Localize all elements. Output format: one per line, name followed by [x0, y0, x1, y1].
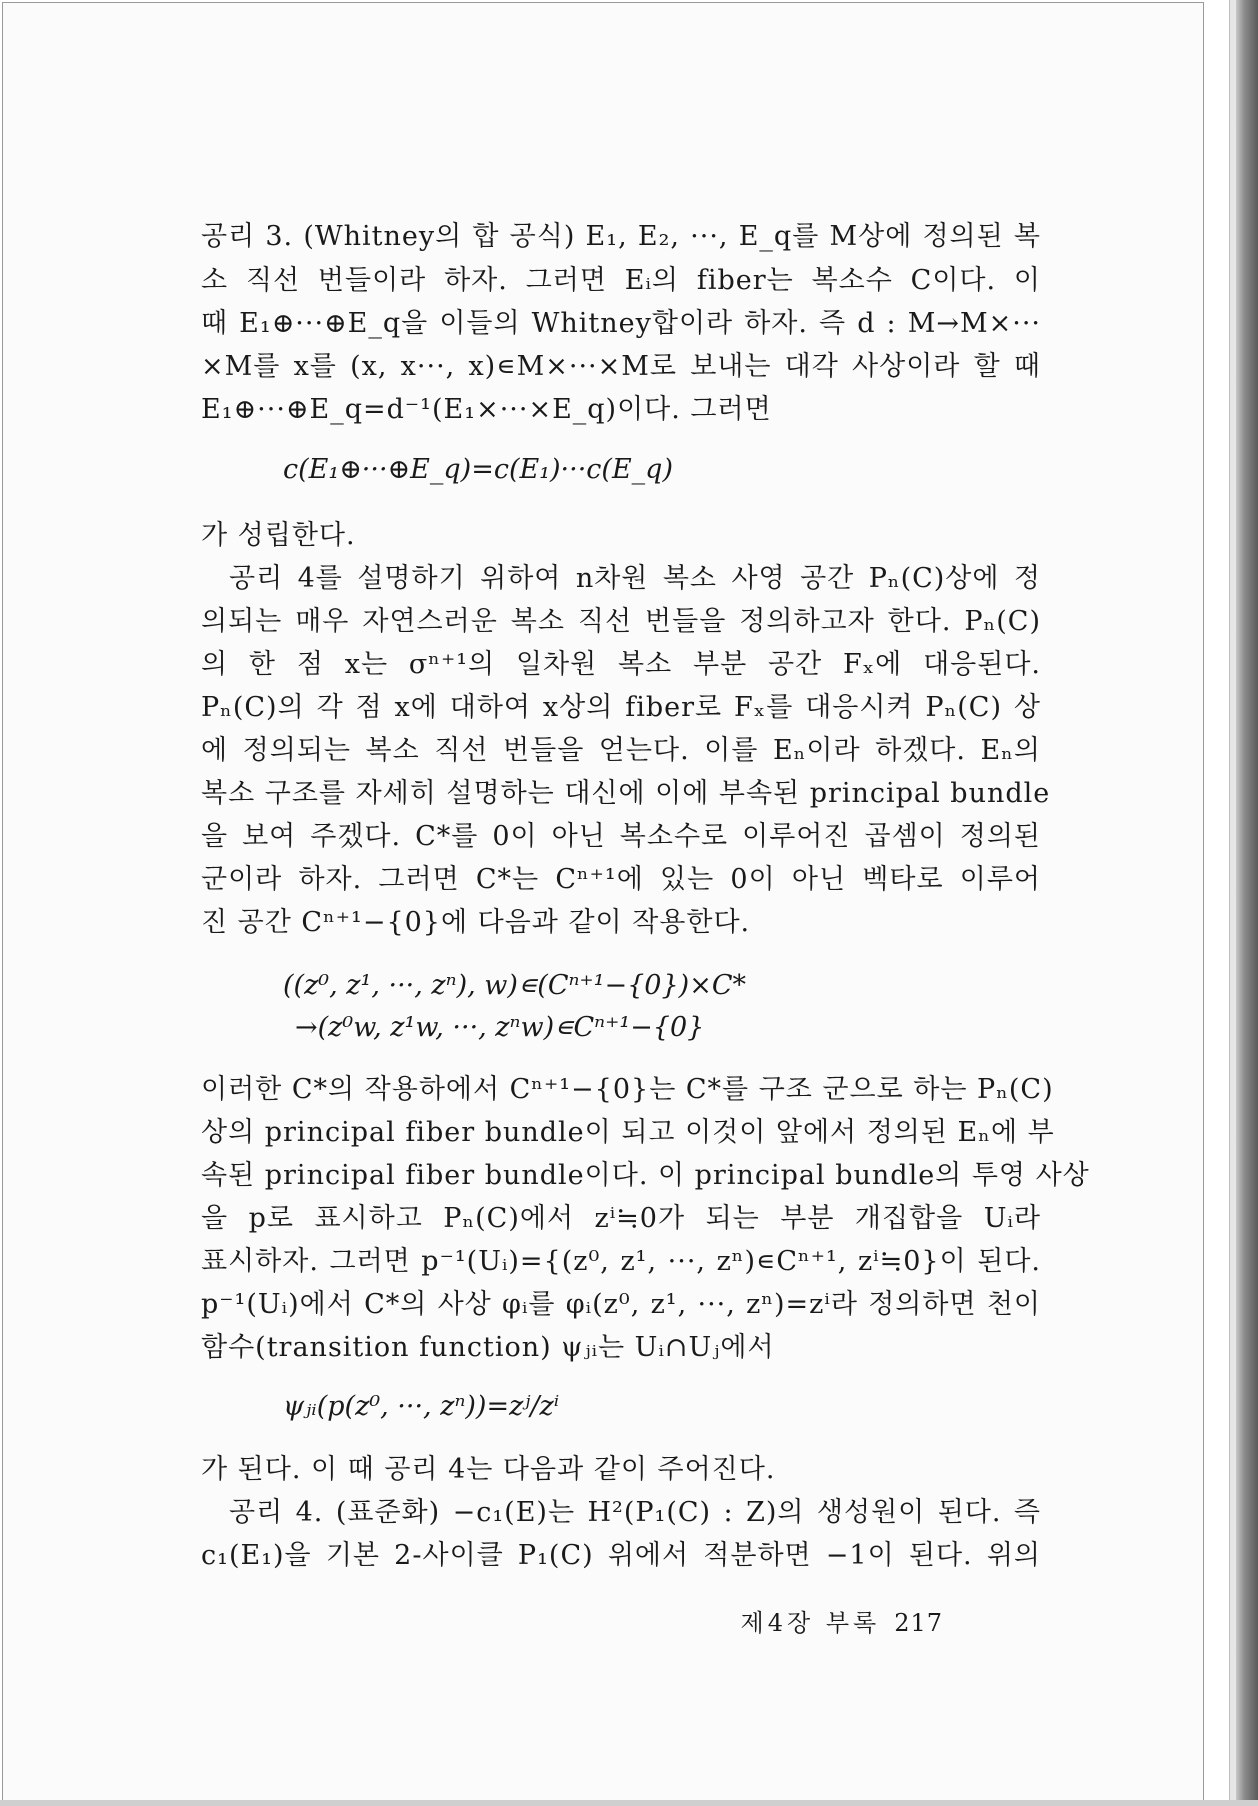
- text-line: ×M를 x를 (x, x···, x)∊M×···×M로 보내는 대각 사상이라 할 때: [201, 351, 1041, 382]
- text-line: 의되는 매우 자연스러운 복소 직선 번들을 정의하고자 한다. Pₙ(C): [201, 606, 1041, 637]
- text-line: 의 한 점 x는 σⁿ⁺¹의 일차원 복소 부분 공간 Fₓ에 대응된다.: [201, 649, 1041, 680]
- text-line: Pₙ(C)의 각 점 x에 대하여 x상의 fiber로 Fₓ를 대응시켜 Pₙ(C) 상: [201, 692, 1041, 723]
- text-line: 상의 principal fiber bundle이 되고 이것이 앞에서 정의된 Eₙ에 부: [201, 1117, 1055, 1148]
- equation: ((z⁰, z¹, ···, zⁿ), w)∊(Cⁿ⁺¹−{0})×C*: [283, 970, 746, 1001]
- text-line: 속된 principal fiber bundle이다. 이 principal bundle의 투영 사상: [201, 1160, 1090, 1191]
- text-line: 이러한 C*의 작용하에서 Cⁿ⁺¹−{0}는 C*를 구조 군으로 하는 Pₙ(C): [201, 1074, 1054, 1105]
- equation: c(E₁⊕···⊕E_q)=c(E₁)···c(E_q): [283, 454, 673, 485]
- viewer-scroll-edge: [1236, 0, 1258, 1806]
- text-line: c₁(E₁)을 기본 2-사이클 P₁(C) 위에서 적분하면 −1이 된다. 위의: [201, 1540, 1041, 1571]
- text-line: 소 직선 번들이라 하자. 그러면 Eᵢ의 fiber는 복소수 C이다. 이: [201, 265, 1041, 296]
- text-line: 을 p로 표시하고 Pₙ(C)에서 zⁱ≒0가 되는 부분 개집합을 Uᵢ라: [201, 1203, 1041, 1234]
- text-line: p⁻¹(Uᵢ)에서 C*의 사상 φᵢ를 φᵢ(z⁰, z¹, ···, zⁿ)=zⁱ라 정의하면 천이: [201, 1289, 1041, 1320]
- text-line: 공리 4. (표준화) −c₁(E)는 H²(P₁(C) : Z)의 생성원이 된다. 즉: [229, 1497, 1041, 1528]
- text-line: 을 보여 주겠다. C*를 0이 아닌 복소수로 이루어진 곱셈이 정의된: [201, 821, 1041, 852]
- text-line: 진 공간 Cⁿ⁺¹−{0}에 다음과 같이 작용한다.: [201, 907, 751, 938]
- text-line: 때 E₁⊕···⊕E_q을 이들의 Whitney합이라 하자. 즉 d : M→M×···: [201, 308, 1041, 339]
- equation: →(z⁰w, z¹w, ···, zⁿw)∊Cⁿ⁺¹−{0}: [295, 1012, 705, 1043]
- text-line: E₁⊕···⊕E_q=d⁻¹(E₁×···×E_q)이다. 그러면: [201, 394, 772, 425]
- page-footer: [741, 1603, 943, 1638]
- text-line: 공리 4를 설명하기 위하여 n차원 복소 사영 공간 Pₙ(C)상에 정: [229, 563, 1041, 594]
- document-page: [2, 2, 1204, 1802]
- viewer-bottom-edge: [0, 1800, 1258, 1806]
- page-number: 217: [894, 1609, 943, 1637]
- text-line: 표시하자. 그러면 p⁻¹(Uᵢ)={(z⁰, z¹, ···, zⁿ)∊Cⁿ⁺¹, zⁱ≒0}이 된다.: [201, 1246, 1041, 1277]
- text-line: 가 된다. 이 때 공리 4는 다음과 같이 주어진다.: [201, 1454, 776, 1485]
- text-line: 에 정의되는 복소 직선 번들을 얻는다. 이를 Eₙ이라 하겠다. Eₙ의: [201, 735, 1041, 766]
- chapter-label: 제4장 부록: [740, 1609, 881, 1637]
- text-line: 군이라 하자. 그러면 C*는 Cⁿ⁺¹에 있는 0이 아닌 벡타로 이루어: [201, 864, 1041, 895]
- text-line: 공리 3. (Whitney의 합 공식) E₁, E₂, ···, E_q를 M상에 정의된 복: [201, 221, 1041, 252]
- text-line: 복소 구조를 자세히 설명하는 대신에 이에 부속된 principal bundle: [201, 778, 1051, 809]
- equation: ψⱼᵢ(p(z⁰, ···, zⁿ))=zʲ/zⁱ: [283, 1391, 560, 1422]
- page-edge-shadow: [1229, 0, 1236, 1806]
- text-line: 가 성립한다.: [201, 520, 356, 551]
- text-line: 함수(transition function) ψⱼᵢ는 Uᵢ∩Uⱼ에서: [201, 1332, 775, 1363]
